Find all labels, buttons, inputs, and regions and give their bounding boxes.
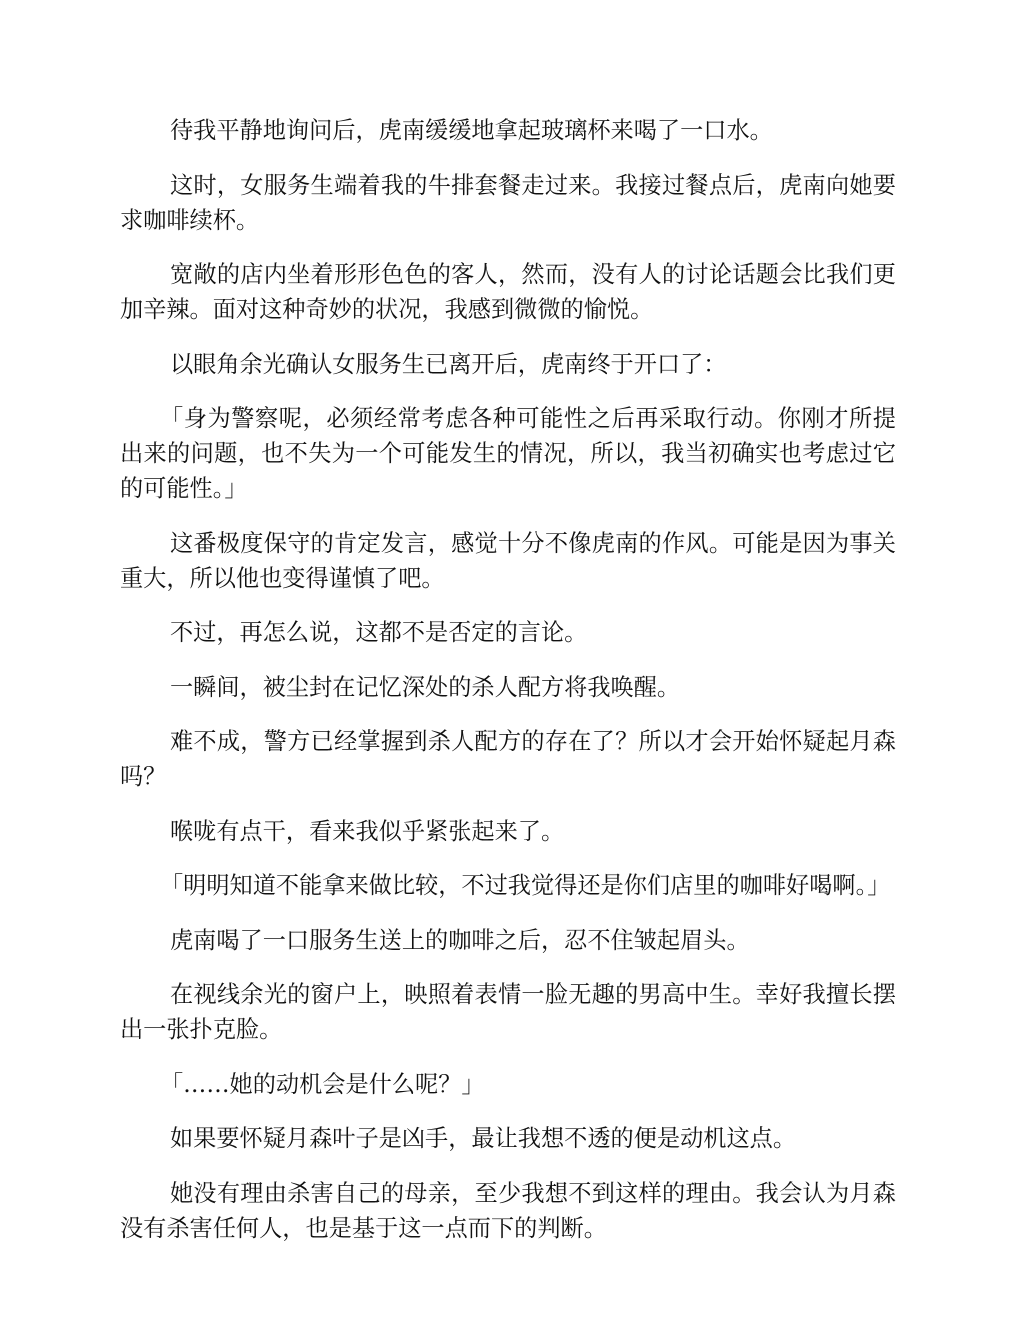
paragraph: 不过，再怎么说，这都不是否定的言论。 (170, 619, 588, 646)
page-body (120, 113, 896, 1265)
paragraph: 虎南喝了一口服务生送上的咖啡之后，忍不住皱起眉头。 (170, 926, 750, 954)
paragraph: 在视线余光的窗户上，映照着表情一脸无趣的男高中生。幸好我擅长摆出一张扑克脸。 (120, 981, 896, 1043)
paragraph: 她没有理由杀害自己的母亲，至少我想不到这样的理由。我会认为月森没有杀害任何人，也是基于这一点而下的判断。 (120, 1179, 896, 1242)
dialogue-paragraph: 「身为警察呢，必须经常考虑各种可能性之后再采取行动。你刚才所提出来的问题，也不失为一个可能发生的情况，所以，我当初确实也考虑过它的可能性。」 (120, 405, 896, 502)
paragraph: 以眼角余光确认女服务生已离开后，虎南终于开口了： (170, 350, 727, 378)
paragraph: 一瞬间，被尘封在记忆深处的杀人配方将我唤醒。 (170, 673, 681, 701)
paragraph: 宽敞的店内坐着形形色色的客人，然而，没有人的讨论话题会比我们更加辛辣。面对这种奇妙的状况，我感到微微的愉悦。 (120, 261, 896, 323)
paragraph: 这番极度保守的肯定发言，感觉十分不像虎南的作风。可能是因为事关重大，所以他也变得谨慎了吧。 (120, 529, 896, 592)
paragraph: 这时，女服务生端着我的牛排套餐走过来。我接过餐点后，虎南向她要求咖啡续杯。 (120, 171, 896, 234)
paragraph: 待我平静地询问后，虎南缓缓地拿起玻璃杯来喝了一口水。 (170, 117, 773, 144)
paragraph: 如果要怀疑月森叶子是凶手，最让我想不透的便是动机这点。 (170, 1125, 797, 1152)
paragraph: 难不成，警方已经掌握到杀人配方的存在了？所以才会开始怀疑起月森吗？ (120, 728, 896, 790)
dialogue-paragraph: 「……她的动机会是什么呢？」 (160, 1070, 485, 1098)
paragraph: 喉咙有点干，看来我似乎紧张起来了。 (170, 817, 565, 845)
dialogue-paragraph: 「明明知道不能拿来做比较，不过我觉得还是你们店里的咖啡好喝啊。」 (160, 872, 891, 899)
